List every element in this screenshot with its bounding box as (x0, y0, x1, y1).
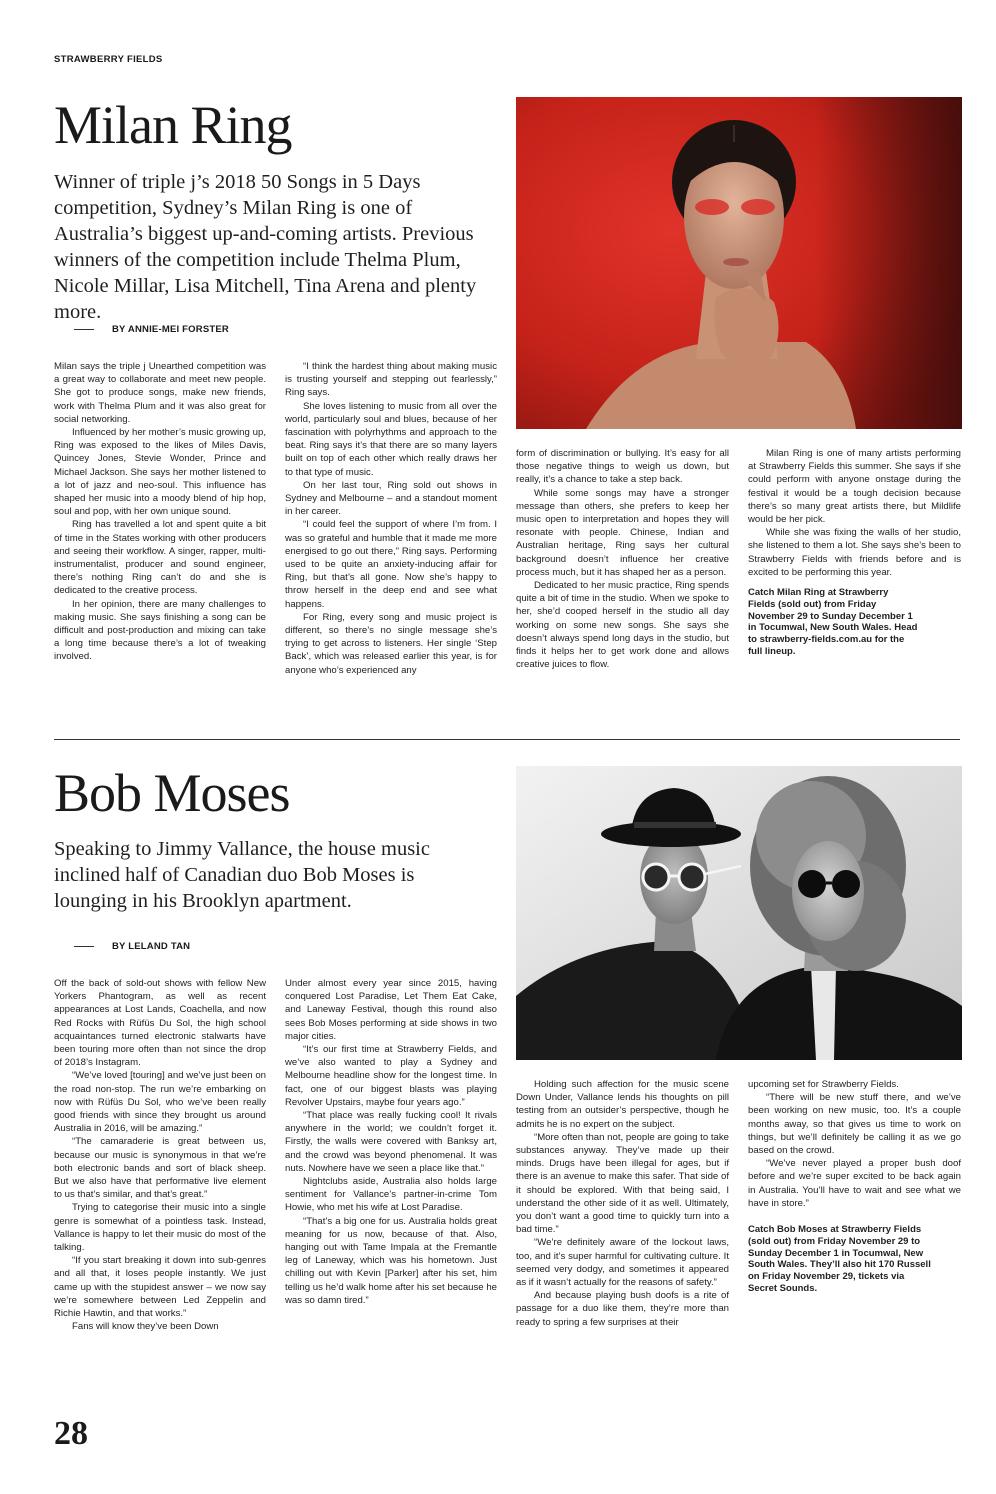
portrait-image (516, 97, 962, 429)
byline-milan-ring (74, 324, 229, 335)
bob-col-1 (54, 977, 266, 1333)
article-deck-milan-ring: Winner of triple j’s 2018 50 Songs in 5 Days competition, Sydney’s Milan Ring is one of Australia’s biggest up-and-coming artists. Previous winners of the competition include Thelma Plum, Nicole Millar, Lisa Mitchell, Tina Arena and plenty more. (54, 171, 477, 323)
byline-dash (74, 946, 94, 947)
paragraph: She loves listening to music from all over the world, particularly soul and blues, because of her fascination with polyrhythms and approach to the beat. Ring says it’s that there are so many layers built on top of each other which really draws her to that type of music. (285, 400, 497, 478)
bob-col-3 (516, 1078, 729, 1329)
paragraph: Influenced by her mother’s music growing up, Ring was exposed to the likes of Miles Davis, Quincey Jones, Stevie Wonder, Prince and Michael Jackson. She says her mother listened to a lot of jazz and neo-soul. This influence has shaped her music into a moody blend of hip hop, soul and pop, with her own unique sound. (54, 427, 266, 518)
bob-col-2 (285, 977, 497, 1307)
paragraph: Ring has travelled a lot and spent quite a bit of time in the States working with other producers and seeing their workflow. A singer, rapper, multi-instrumentalist, producer and sound engineer, there’s nothing Ring can’t do and she is dedicated to the creative process. (54, 519, 266, 597)
paragraph: “The camaraderie is great between us, because our music is synonymous in that we’re both electronic bands and sort of black sheep. But we also have that performative live element to us that’s similar, and that’s great.” (54, 1136, 266, 1201)
paragraph: Holding such affection for the music scene Down Under, Vallance lends his thoughts on pill testing from an outsider’s perspective, though he admits he is no expert on the subject. (516, 1079, 729, 1130)
paragraph: “We’ve loved [touring] and we’ve just been on the road non-stop. The run we’re embarking on now with Rüfüs Du Sol, who we’ve been really good friends with since they brought us around Australia in 2016, will be amazing.” (54, 1070, 266, 1135)
milan-col-3 (516, 447, 729, 671)
paragraph: On her last tour, Ring sold out shows in Sydney and Melbourne – and a standout moment in her career. (285, 479, 497, 518)
event-info-bob-moses: Catch Bob Moses at Strawberry Fields (sold out) from Friday November 29 to Sunday December 1 in Tocumwal, New South Wales. They’ll also hit 170 Russell on Friday November 29, tickets via Secret Sounds. (748, 1224, 931, 1295)
paragraph: “We’re definitely aware of the lockout laws, too, and it’s super harmful for cultivating culture. It seemed very dodgy, and sometimes it appeared as if it wasn’t actually for the reasons of safety.” (516, 1237, 729, 1289)
section-label: STRAWBERRY FIELDS (54, 54, 163, 65)
paragraph: “I think the hardest thing about making music is trusting yourself and stepping out fearlessly,” Ring says. (285, 361, 497, 399)
paragraph: “That’s a big one for us. Australia holds great meaning for us now, because of that. Also, hanging out with Tame Impala at the Fremantle leg of Laneway, which was his hometown. Just chilling out with Kevin [Parker] after his set, him telling us he’d walk home after his set because he was so damn tired.” (285, 1215, 497, 1306)
paragraph: For Ring, every song and music project is different, so there’s no single message she’s trying to get across to listeners. Her single ‘Step Back’, which was released earlier this year, is for anyone who’s experienced any (285, 611, 497, 676)
byline-bob-moses (74, 941, 190, 952)
milan-col-4 (748, 447, 961, 658)
section-divider (54, 739, 960, 740)
page-number: 28 (54, 1415, 88, 1452)
paragraph: “That place was really fucking cool! It rivals anywhere in the world; we couldn’t forget it. Firstly, the walls were covered with Banksy art, and the crowd was beyond phenomenal. It was nuts. Nowhere have we seen a place like that.” (285, 1110, 497, 1174)
paragraph: Milan Ring is one of many artists performing at Strawberry Fields this summer. She says if she could perform with anyone onstage during the festival it would be a tough decision because there’s so many great artists there, but Mildlife would be her pick. (748, 448, 961, 526)
paragraph: While some songs may have a stronger message than others, she prefers to keep her music open to interpretation and hopes they will resonate with people. Chinese, Indian and Australian heritage, Ring says her cultural background doesn’t influence her creative process much, but it has shaped her as a person. (516, 487, 729, 578)
paragraph: “I could feel the support of where I’m from. I was so grateful and humble that it made me more energised to go out there,” Ring says. Performing used to be quite an anxiety-inducing affair for Ring, but that’s all gone. Now she’s happy to throw herself in the deep end and see what happens. (285, 519, 497, 610)
article-title-milan-ring: Milan Ring (54, 95, 292, 155)
paragraph: “We’ve never played a proper bush doof before and we’re super excited to be back again in Australia. You’ll have to wait and see what we have in store.” (748, 1158, 961, 1209)
byline-dash (74, 329, 94, 330)
paragraph: And because playing bush doofs is a rite of passage for a duo like them, they’re more than ready to spring a few surprises at their (516, 1290, 729, 1328)
paragraph: “If you start breaking it down into sub-genres and all that, it loses people instantly. We just came up with the stupidest answer – we now say we’re somewhere between Led Zeppelin and Richie Hawtin, and that works.” (54, 1255, 266, 1320)
paragraph: Dedicated to her music practice, Ring spends quite a bit of time in the studio. When we spoke to her, she’d cooped herself in the studio all day working on some new songs. She says she doesn’t always spend long days in the studio, but finds it helps her to get work done and allows creative juices to flow. (516, 580, 729, 671)
paragraph: Trying to categorise their music into a single genre is somewhat of a pointless task. Instead, Vallance is happy to let their music do most of the talking. (54, 1202, 266, 1254)
paragraph: Fans will know they’ve been Down (72, 1321, 219, 1333)
article-deck-bob-moses: Speaking to Jimmy Vallance, the house music inclined half of Canadian duo Bob Moses is lounging in his Brooklyn apartment. (54, 838, 430, 912)
paragraph: In her opinion, there are many challenges to making music. She says finishing a song can be difficult and post-production and mixing can take a long time because there’s a lot of tweaking involved. (54, 598, 266, 663)
byline-text: BY LELAND TAN (112, 941, 191, 952)
paragraph: While she was fixing the walls of her studio, she listened to them a lot. She says she’s been to Strawberry Fields with friends before and is excited to be performing this year. (748, 527, 961, 578)
paragraph: Nightclubs aside, Australia also holds large sentiment for Vallance’s partner-in-crime Tom Howie, who met his wife at Lost Paradise. (285, 1176, 497, 1214)
milan-col-2 (285, 360, 497, 677)
duo-portrait-image (516, 766, 962, 1060)
paragraph: upcoming set for Strawberry Fields. (748, 1079, 899, 1090)
paragraph: “More often than not, people are going to take substances anyway. They’ve made up their minds. Drugs have been illegal for ages, but if there is an avenue to make this safer. That side of it should be explored. With that being said, I understand the other side of it as well. Ultimately, you don’t want a good time to quickly turn into a bad time.” (516, 1131, 729, 1236)
paragraph: Off the back of sold-out shows with fellow New Yorkers Phantogram, as well as recent appearances at Lost Lands, Coachella, and now Red Rocks with Rüfüs Du Sol, the high school acquaintances turned electronic stalwarts have been touring more often than not since the drop of 2018’s Instagram. (54, 978, 266, 1069)
bob-col-4 (748, 1078, 961, 1295)
paragraph: “There will be new stuff there, and we’ve been working on new music, too. It’s a couple months away, so that gives us time to work on things, but we’ll definitely be calling it as we go based on the crowd. (748, 1092, 961, 1157)
byline-text: BY ANNIE-MEI FORSTER (112, 324, 229, 335)
paragraph: Milan says the triple j Unearthed competition was a great way to collaborate and meet new people. She got to produce songs, make new friends, work with Thelma Plum and it was also great for social networking. (54, 361, 266, 425)
event-info-milan-ring: Catch Milan Ring at Strawberry Fields (sold out) from Friday November 29 to Sunday December 1 in Tocumwal, New South Wales. Head to strawberry-fields.com.au for the full lineup. (748, 587, 918, 658)
photo-milan-ring (516, 97, 962, 429)
article-title-bob-moses: Bob Moses (54, 763, 290, 823)
milan-col-1 (54, 360, 266, 664)
photo-bob-moses (516, 766, 962, 1060)
paragraph: “It’s our first time at Strawberry Fields, and we’ve also wanted to play a Sydney and Melbourne headline show for the longest time. In fact, one of our biggest blasts was playing Revolver Upstairs, maybe four years ago.” (285, 1044, 497, 1108)
paragraph: form of discrimination or bullying. It’s easy for all those negative things to weigh us down, but really, it’s a chance to take a step back. (516, 448, 729, 486)
paragraph: Under almost every year since 2015, having conquered Lost Paradise, Let Them Eat Cake, and Laneway Festival, though this round also sees Bob Moses performing at side shows in two major cities. (285, 978, 497, 1042)
